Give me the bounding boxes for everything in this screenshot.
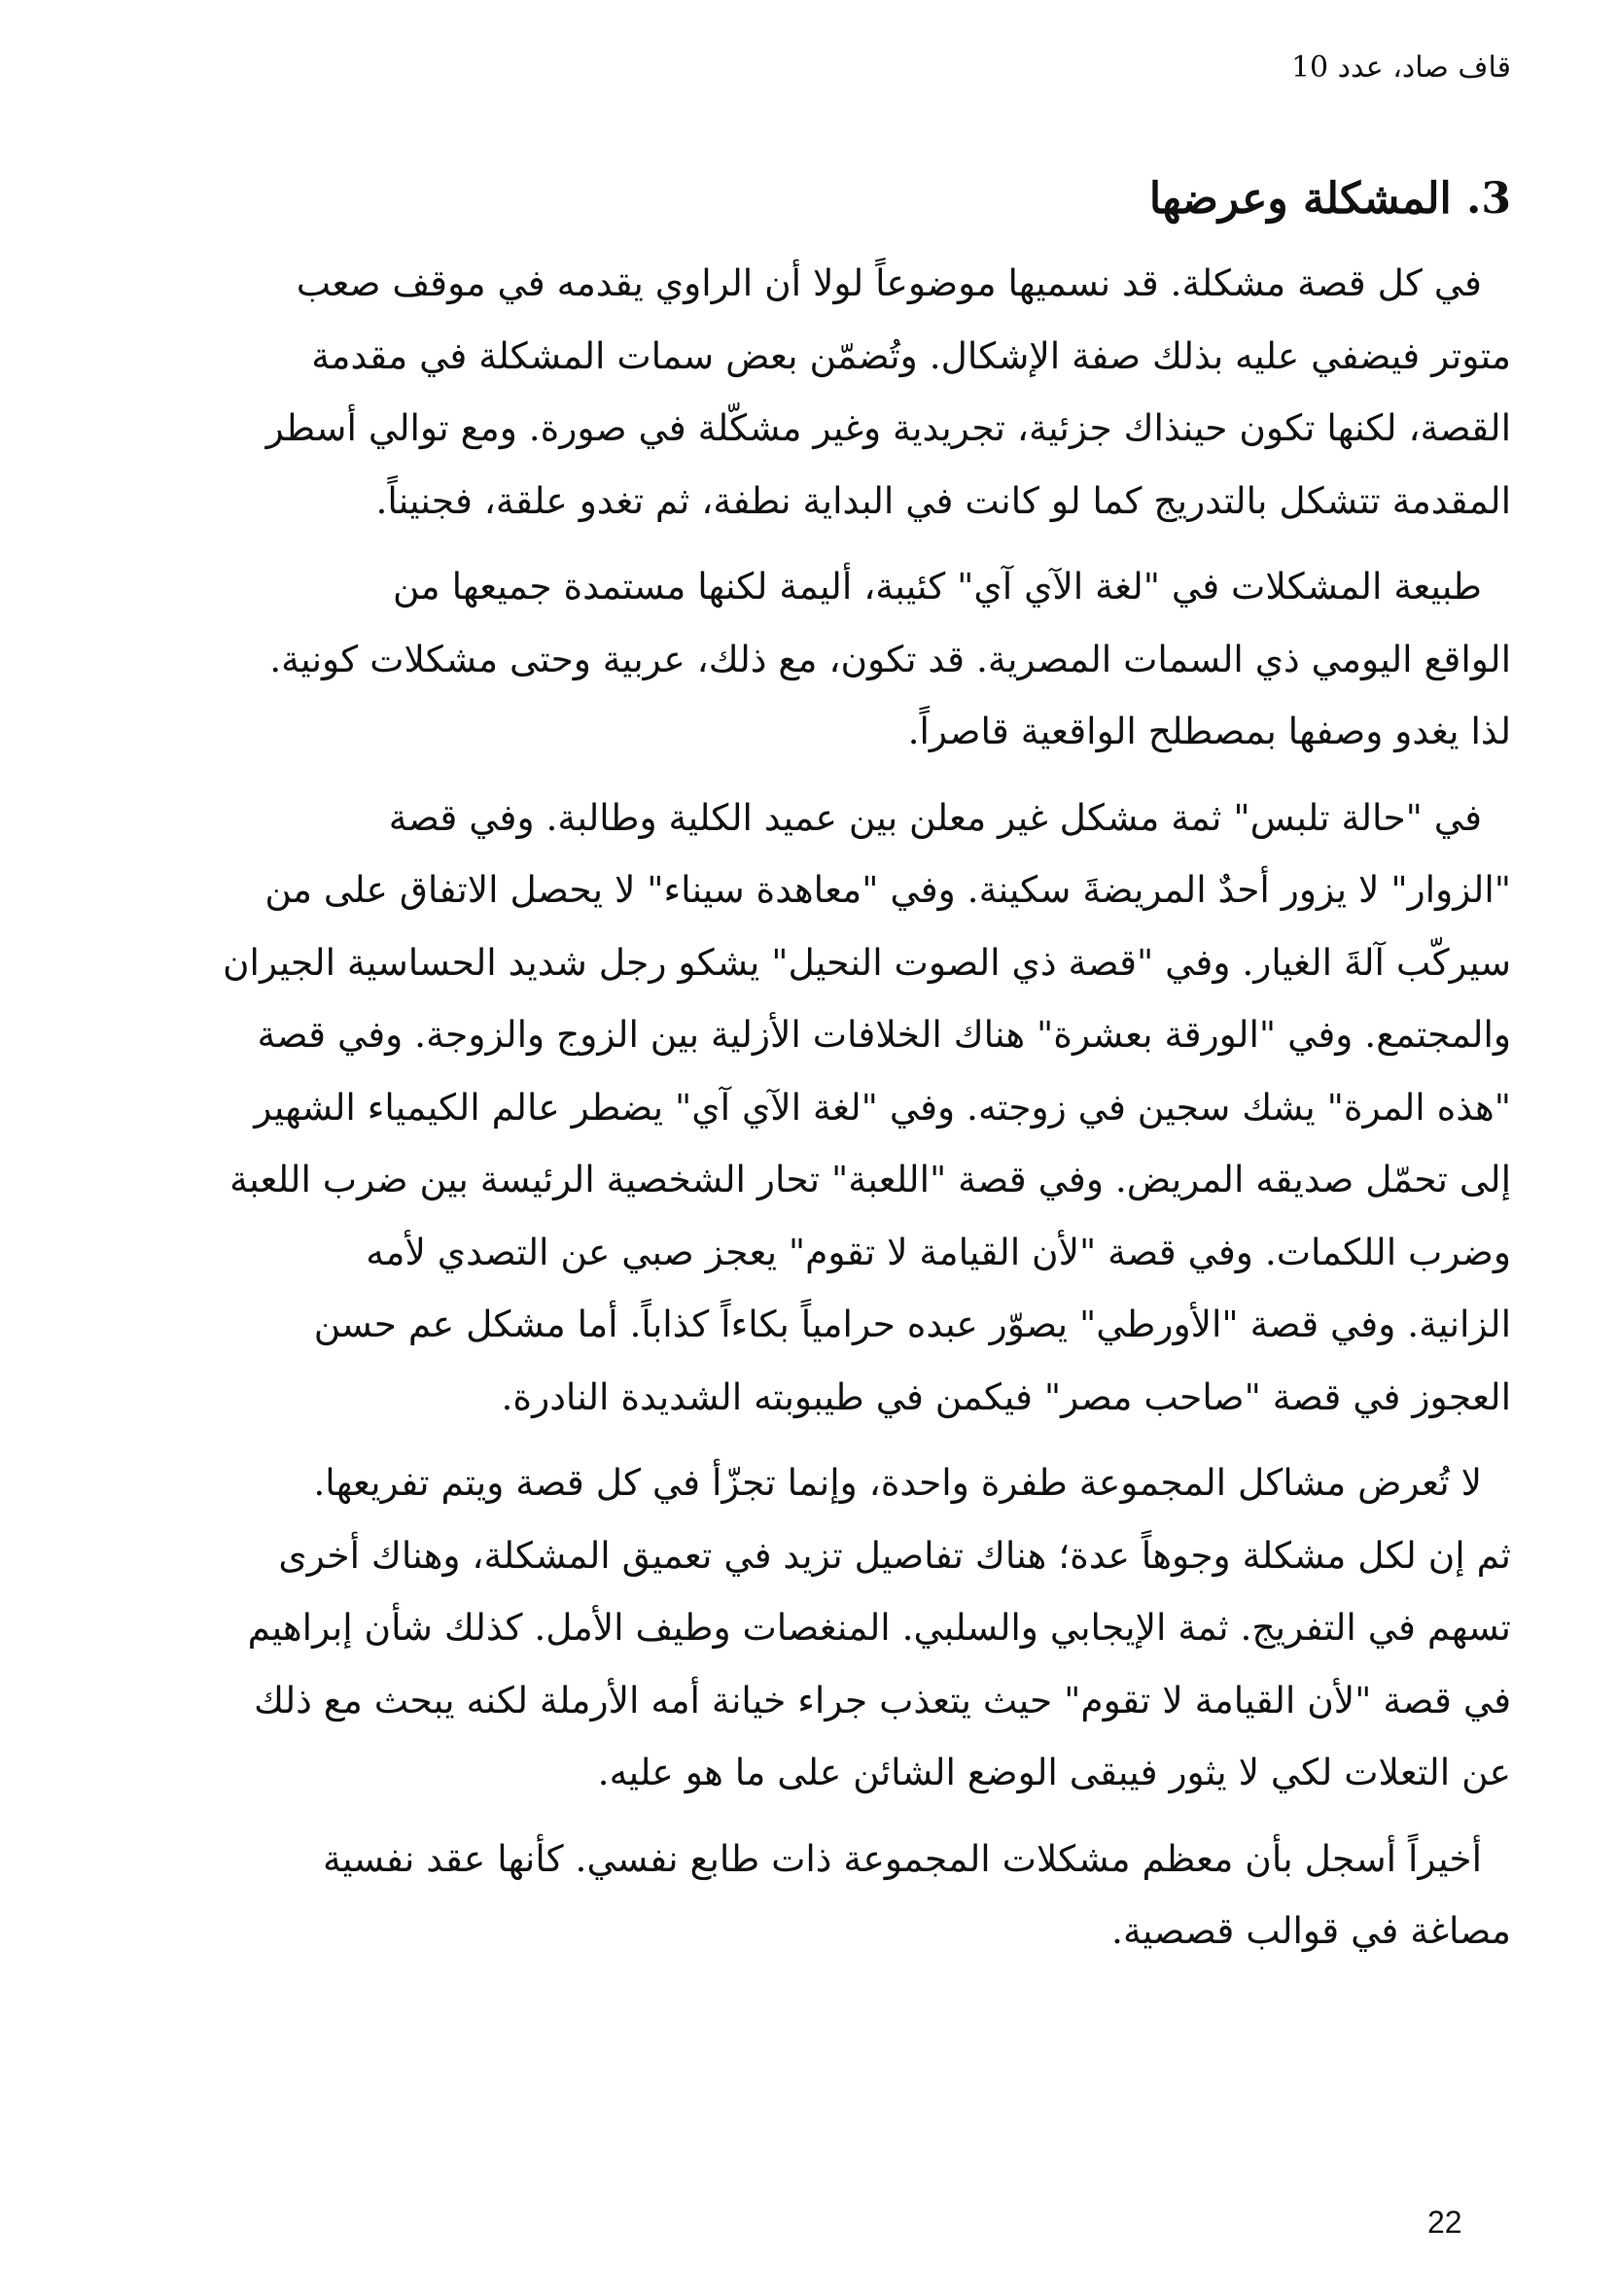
paragraph-3 — [111, 782, 1511, 1434]
text-line: والمجتمع. وفي "الورقة بعشرة" هناك الخلافات الأزلية بين الزوج والزوجة. وفي قصة — [257, 1013, 1511, 1056]
text-line: في كل قصة مشكلة. قد نسميها موضوعاً لولا أن الراوي يقدمه في موقف صعب — [296, 261, 1482, 304]
paragraph-4 — [111, 1446, 1511, 1809]
text-line: المقدمة تتشكل بالتدريج كما لو كانت في البداية نطفة، ثم تغدو علقة، فجنيناً. — [375, 478, 1511, 522]
text-line: "هذه المرة" يشك سجين في زوجته. وفي "لغة الآي آي" يضطر عالم الكيمياء الشهير — [254, 1085, 1511, 1129]
text-line: مصاغة في قوالب قصصية. — [1111, 1909, 1511, 1952]
text-line: سيركّب آلةَ الغيار. وفي "قصة ذي الصوت النحيل" يشكو رجل شديد الحساسية الجيران — [223, 940, 1511, 984]
text-line: في "حالة تلبس" ثمة مشكل غير معلن بين عميد الكلية وطالبة. وفي قصة — [388, 795, 1482, 839]
section-heading: 3. المشكلة وعرضها — [1148, 174, 1511, 224]
paragraph-1 — [111, 247, 1511, 537]
text-line: متوتر فيضفي عليه بذلك صفة الإشكال. وتُضمّن بعض سمات المشكلة في مقدمة — [311, 333, 1511, 377]
text-line: إلى تحمّل صديقه المريض. وفي قصة "اللعبة" تحار الشخصية الرئيسة بين ضرب اللعبة — [229, 1158, 1511, 1200]
text-line: لذا يغدو وصفها بمصطلح الواقعية قاصراً. — [907, 710, 1511, 752]
text-line: "الزوار" لا يزور أحدٌ المريضةَ سكينة. وفي "معاهدة سيناء" لا يحصل الاتفاق على من — [264, 868, 1511, 911]
text-line: تسهم في التفريج. ثمة الإيجابي والسلبي. المنغصات وطيف الأمل. كذلك شأن إبراهيم — [247, 1606, 1511, 1649]
page-number: 22 — [1427, 2205, 1462, 2240]
text-line: القصة، لكنها تكون حينذاك جزئية، تجريدية وغير مشكّلة في صورة. ومع توالي أسطر — [265, 406, 1511, 449]
text-line: في قصة "لأن القيامة لا تقوم" حيث يتعذب جراء خيانة أمه الأرملة لكنه يبحث مع ذلك — [254, 1678, 1511, 1722]
paragraph-5 — [111, 1823, 1511, 1967]
text-line: الزانية. وفي قصة "الأورطي" يصوّر عبده حرامياً بكاءاً كذاباً. أما مشكل عم حسن — [313, 1303, 1511, 1345]
text-line: لا تُعرض مشاكل المجموعة طفرة واحدة، وإنما تجزّأ في كل قصة ويتم تفريعها. — [313, 1461, 1482, 1504]
text-line: العجوز في قصة "صاحب مصر" فيكمن في طيبوبته الشديدة النادرة. — [501, 1374, 1511, 1418]
text-line: وضرب اللكمات. وفي قصة "لأن القيامة لا تقوم" يعجز صبي عن التصدي لأمه — [366, 1230, 1511, 1273]
text-line: الواقع اليومي ذي السمات المصرية. قد تكون، مع ذلك، عربية وحتى مشكلات كونية. — [269, 637, 1511, 680]
text-line: أخيراً أسجل بأن معظم مشكلات المجموعة ذات طابع نفسي. كأنها عقد نفسية — [323, 1836, 1482, 1880]
page-body — [111, 165, 1511, 1981]
text-line: طبيعة المشكلات في "لغة الآي آي" كئيبة، أليمة لكنها مستمدة جميعها من — [393, 565, 1482, 608]
text-line: عن التعلات لكي لا يثور فيبقى الوضع الشائن على ما هو عليه. — [597, 1751, 1511, 1793]
text-line: ثم إن لكل مشكلة وجوهاً عدة؛ هناك تفاصيل تزيد في تعميق المشكلة، وهناك أخرى — [278, 1533, 1511, 1577]
running-header: قاف صاد، عدد 10 — [1290, 51, 1511, 85]
paragraph-2 — [111, 550, 1511, 768]
